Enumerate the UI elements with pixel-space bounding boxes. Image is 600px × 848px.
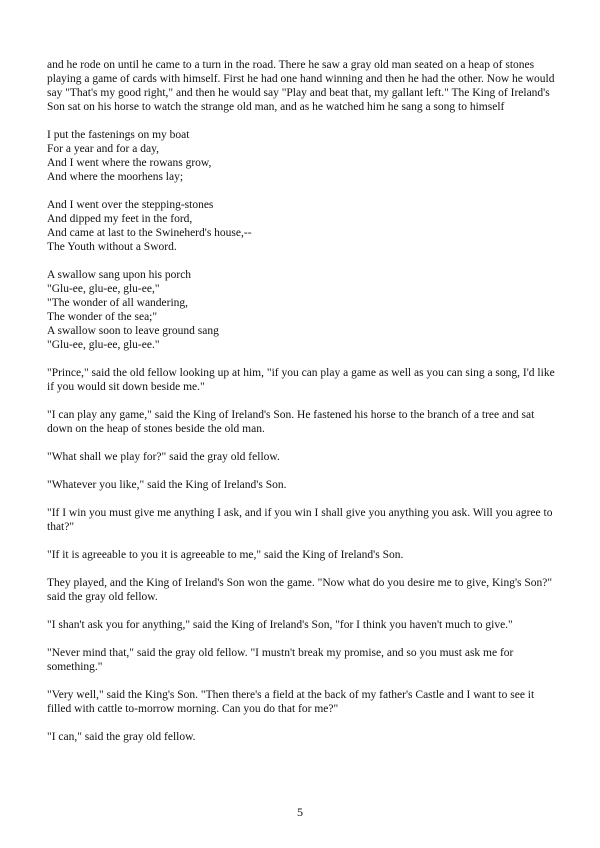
paragraph: "What shall we play for?" said the gray old fellow.: [47, 451, 280, 463]
verse-stanza-2: [47, 198, 557, 254]
verse-line: "Glu-ee, glu-ee, glu-ee.": [47, 339, 160, 351]
paragraph: "Whatever you like," said the King of Ireland's Son.: [47, 479, 287, 491]
verse-line: For a year and for a day,: [47, 143, 159, 155]
paragraph: They played, and the King of Ireland's Son won the game. "Now what do you desire me to give, King's Son?" said the gray old fellow.: [47, 577, 553, 603]
verse-stanza-3: [47, 268, 557, 352]
paragraph: "If it is agreeable to you it is agreeable to me," said the King of Ireland's Son.: [47, 549, 404, 561]
paragraph: "If I win you must give me anything I ask, and if you win I shall give you anything you ask. Will you agree to that?": [47, 507, 553, 533]
verse-line: And dipped my feet in the ford,: [47, 213, 193, 225]
verse-line: And where the moorhens lay;: [47, 171, 184, 183]
verse-line: A swallow sang upon his porch: [47, 269, 192, 281]
verse-line: And came at last to the Swineherd's house,--: [47, 227, 252, 239]
verse-line: The Youth without a Sword.: [47, 241, 177, 253]
paragraph: "Never mind that," said the gray old fellow. "I mustn't break my promise, and so you must ask me for something.": [47, 647, 514, 673]
verse-line: And I went where the rowans grow,: [47, 157, 212, 169]
paragraph: "Prince," said the old fellow looking up at him, "if you can play a game as well as you can sing a song, I'd like if you would sit down beside me.": [47, 367, 555, 393]
body-text: [47, 58, 557, 758]
verse-line: A swallow soon to leave ground sang: [47, 325, 219, 337]
verse-line: "Glu-ee, glu-ee, glu-ee,": [47, 283, 160, 295]
paragraph: "Very well," said the King's Son. "Then there's a field at the back of my father's Castle and I want to see it filled with cattle to-morrow morning. Can you do that for me?": [47, 689, 535, 715]
paragraph: and he rode on until he came to a turn in the road. There he saw a gray old man seated on a heap of stones playing a game of cards with himself. First he had one hand winning and then he had the other. Now he would say "That's my good right," and then he would say "Play and beat that, my gallant left." The King of Ireland's Son sat on his horse to watch the strange old man, and as he watched him he sang a song to himself: [47, 59, 555, 113]
verse-line: I put the fastenings on my boat: [47, 129, 190, 141]
verse-line: The wonder of the sea;": [47, 311, 158, 323]
paragraph: "I shan't ask you for anything," said the King of Ireland's Son, "for I think you haven't much to give.": [47, 619, 513, 631]
verse-line: "The wonder of all wandering,: [47, 297, 189, 309]
verse-line: And I went over the stepping-stones: [47, 199, 214, 211]
paragraph: "I can play any game," said the King of Ireland's Son. He fastened his horse to the branch of a tree and sat down on the heap of stones beside the old man.: [47, 409, 535, 435]
verse-stanza-1: [47, 128, 557, 184]
paragraph: "I can," said the gray old fellow.: [47, 731, 196, 743]
page-number: 5: [297, 805, 303, 819]
